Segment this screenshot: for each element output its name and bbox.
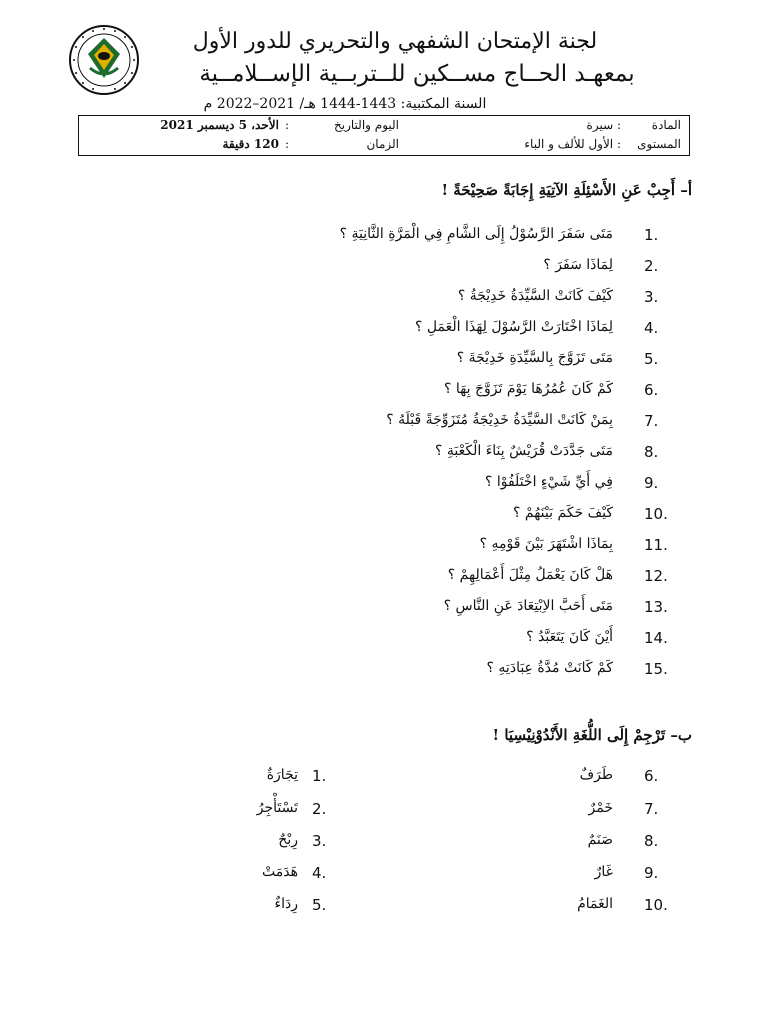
question-text: لِمَاذَا اخْتَارَتْ الرَّسُوْلَ لِهَذَا الْعَمَلِ ؟ [415, 319, 613, 335]
question-number: 4. [644, 319, 659, 337]
date-value-wrap: :الأحد، 5 ديسمبر 2021 [160, 118, 289, 132]
duration-value-wrap: :120 دقيقة [222, 137, 289, 151]
exam-committee-title: لجنة الإمتحان الشفهي والتحريري للدور الأول [192, 29, 598, 54]
duration-label: الزمان [366, 137, 399, 151]
word-number: 5. [312, 896, 327, 914]
question-number: 11. [644, 536, 668, 554]
word-number: 2. [312, 800, 327, 818]
word-number: 10. [644, 896, 668, 914]
question-text: فِي أَيِّ شَيْءٍ اخْتَلَفُوْا ؟ [484, 474, 613, 490]
word-number: 8. [644, 832, 659, 850]
word-number: 3. [312, 832, 327, 850]
exam-info-box [78, 115, 690, 156]
word-number: 6. [644, 767, 659, 785]
list-item [0, 505, 768, 535]
question-text: كَيْفَ كَانَتْ السَّيِّدَةُ خَدِيْجَةُ ؟ [457, 288, 613, 304]
section-b-title: ب– تَرْجِمْ إِلَى اللُّغَةِ الأَنْدُوْنِيْسِيَا ! [492, 726, 692, 744]
institute-name: بمعهـد الحــاج مســكين للــتربــية الإســلامــية [199, 61, 635, 87]
word-number: 1. [312, 767, 327, 785]
question-text: كَمْ كَانَتْ مُدَّةُ عِبَادَتِهِ ؟ [486, 660, 613, 676]
question-text: أَيْنَ كَانَ يَتَعَبَّدُ ؟ [526, 629, 613, 645]
duration-value: 120 دقيقة [222, 137, 279, 151]
question-text: مَتَى جَدَّدَتْ قُرَيْشٌ بِنَاءَ الْكَعْبَةِ ؟ [435, 443, 613, 459]
word-text: الغَمَامُ [577, 896, 613, 912]
list-item [0, 629, 768, 659]
list-item [0, 832, 768, 862]
academic-year: السنة المكتبية: 1443-1444 هـ/ 2021–2022 م [203, 96, 487, 112]
list-item [0, 412, 768, 442]
word-number: 7. [644, 800, 659, 818]
list-item [0, 226, 768, 256]
word-text: طَرَفٌ [579, 767, 613, 783]
list-item [0, 474, 768, 504]
question-text: مَتَى سَفَرَ الرَّسُوْلُ إِلَى الشَّامِ فِي الْمَرَّةِ الثَّانِيَةِ ؟ [339, 226, 613, 242]
list-item [0, 350, 768, 380]
question-number: 6. [644, 381, 659, 399]
word-text: تِجَارَةٌ [266, 767, 298, 783]
question-text: هَلْ كَانَ يَعْمَلُ مِثْلَ أَعْمَالِهِمْ ؟ [447, 567, 613, 583]
date-label: اليوم والتاريخ [334, 118, 399, 132]
word-text: هَدَمَتْ [262, 864, 298, 880]
question-number: 1. [644, 226, 659, 244]
question-number: 8. [644, 443, 659, 461]
question-text: كَمْ كَانَ عُمُرُهَا يَوْمَ تَزَوَّجَ بِهَا ؟ [444, 381, 613, 397]
list-item [0, 567, 768, 597]
word-text: رِدَاءٌ [274, 896, 298, 912]
level-value: : الأول للألف و الباء [524, 137, 621, 151]
question-number: 3. [644, 288, 659, 306]
question-text: لِمَاذَا سَفَرَ ؟ [543, 257, 613, 273]
date-value: الأحد، 5 ديسمبر 2021 [160, 118, 279, 132]
list-item [0, 800, 768, 830]
list-item [0, 896, 768, 926]
subject-value: : سيرة [586, 118, 621, 132]
word-text: خَمْرٌ [588, 800, 613, 816]
word-text: تَسْتَأْجِرُ [256, 800, 298, 816]
question-number: 14. [644, 629, 668, 647]
level-label: المستوى [637, 137, 681, 151]
info-row-level [79, 137, 689, 157]
list-item [0, 288, 768, 318]
list-item [0, 767, 768, 797]
question-number: 2. [644, 257, 659, 275]
question-number: 9. [644, 474, 659, 492]
question-text: بِمَنْ كَانَتْ السَّيِّدَةُ خَدِيْجَةُ مُتَزَوِّجَةً قَبْلَهُ ؟ [386, 412, 613, 428]
word-text: رِبْحٌ [278, 832, 298, 848]
subject-label: المادة [651, 118, 681, 132]
question-number: 5. [644, 350, 659, 368]
list-item [0, 381, 768, 411]
question-text: مَتَى تَزَوَّجَ بِالسَّيِّدَةِ خَدِيْجَةَ ؟ [456, 350, 613, 366]
question-number: 7. [644, 412, 659, 430]
question-text: كَيْفَ حَكَمَ بَيْنَهُمْ ؟ [513, 505, 613, 521]
institute-logo-icon [68, 24, 140, 96]
question-number: 13. [644, 598, 668, 616]
question-text: مَتَى أَحَبَّ الاِبْتِعَادَ عَنِ النَّاسِ ؟ [443, 598, 613, 614]
question-number: 10. [644, 505, 668, 523]
question-text: بِمَاذَا اشْتَهَرَ بَيْنَ قَوْمِهِ ؟ [479, 536, 613, 552]
list-item [0, 319, 768, 349]
list-item [0, 443, 768, 473]
word-number: 4. [312, 864, 327, 882]
list-item [0, 660, 768, 690]
list-item [0, 598, 768, 628]
word-text: صَنَمٌ [587, 832, 613, 848]
word-number: 9. [644, 864, 659, 882]
word-text: غَارٌ [594, 864, 613, 880]
list-item [0, 536, 768, 566]
list-item [0, 257, 768, 287]
section-a-title: أ– أَجِبْ عَنِ الأَسْئِلَةِ الآتِيَةِ إِجَابَةً صَحِيْحَةً ! [441, 181, 692, 199]
info-row-subject [79, 118, 689, 138]
list-item [0, 864, 768, 894]
question-number: 12. [644, 567, 668, 585]
question-number: 15. [644, 660, 668, 678]
